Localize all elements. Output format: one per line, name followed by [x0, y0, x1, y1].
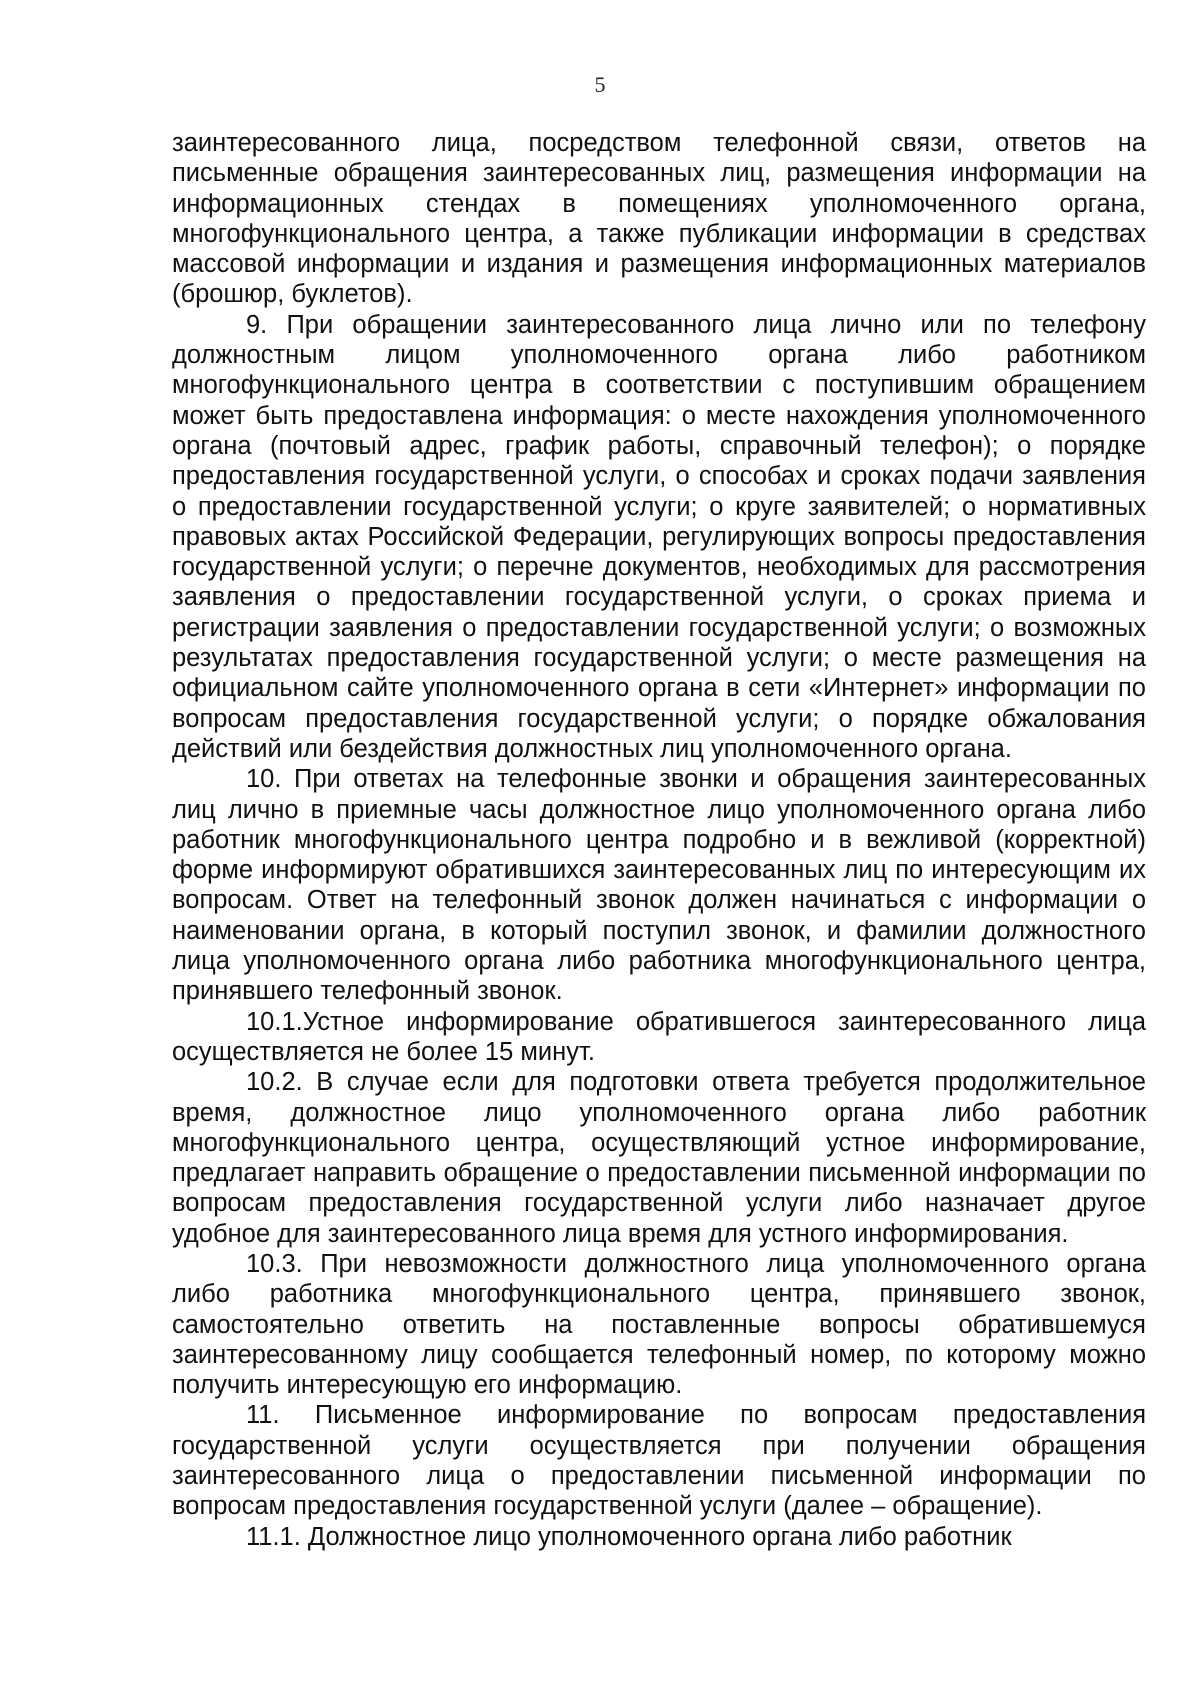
paragraph-10-2: 10.2. В случае если для подготовки ответа требуется продолжительное время, должностное лицо уполномоченного органа либо работник многофункционального центра, осуществляющий устное информирование, предлагает направить обращение о предоставлении письменной информации по вопросам предоставления государственной услуги либо назначает другое удобное для заинтересованного лица время для устного информирования. [172, 1068, 1146, 1248]
document-body [172, 128, 1146, 1552]
paragraph-10: 10. При ответах на телефонные звонки и обращения заинтересованных лиц лично в приемные часы должностное лицо уполномоченного органа либо работник многофункционального центра подробно и в вежливой (корректной) форме информируют обратившихся заинтересованных лиц по интересующим их вопросам. Ответ на телефонный звонок должен начинаться с информации о наименовании органа, в который поступил звонок, и фамилии должностного лица уполномоченного органа либо работника многофункционального центра, принявшего телефонный звонок. [172, 765, 1146, 1006]
paragraph-11-1: 11.1. Должностное лицо уполномоченного органа либо работник [246, 1522, 1012, 1551]
paragraph-11: 11. Письменное информирование по вопросам предоставления государственной услуги осуществляется при получении обращения заинтересованного лица о предоставлении письменной информации по вопросам предоставления государственной услуги (далее – обращение). [172, 1401, 1146, 1521]
paragraph-10-3: 10.3. При невозможности должностного лица уполномоченного органа либо работника многофункционального центра, принявшего звонок, самостоятельно ответить на поставленные вопросы обратившемуся заинтересованному лицу сообщается телефонный номер, по которому можно получить интересующую его информацию. [172, 1249, 1146, 1400]
paragraph-continuation: заинтересованного лица, посредством телефонной связи, ответов на письменные обращения заинтересованных лиц, размещения информации на информационных стендах в помещениях уполномоченного органа, многофункционального центра, а также публикации информации в средствах массовой информации и издания и размещения информационных материалов (брошюр, буклетов). [172, 129, 1146, 309]
paragraph-10-1: 10.1.Устное информирование обратившегося заинтересованного лица осуществляется не более 15 минут. [172, 1007, 1146, 1066]
page-number: 5 [594, 72, 606, 97]
paragraph-9: 9. При обращении заинтересованного лица лично или по телефону должностным лицом уполномоченного органа либо работником многофункционального центра в соответствии с поступившим обращением может быть предоставлена информация: о месте нахождения уполномоченного органа (почтовый адрес, график работы, справочный телефон); о порядке предоставления государственной услуги, о способах и сроках подачи заявления о предоставлении государственной услуги; о круге заявителей; о нормативных правовых актах Российской Федерации, регулирующих вопросы предоставления государственной услуги; о перечне документов, необходимых для рассмотрения заявления о предоставлении государственной услуги, о сроках приема и регистрации заявления о предоставлении государственной услуги; о возможных результатах предоставления государственной услуги; о месте размещения на официальном сайте уполномоченного органа в сети «Интернет» информации по вопросам предоставления государственной услуги; о порядке обжалования действий или бездействия должностных лиц уполномоченного органа. [172, 310, 1146, 763]
